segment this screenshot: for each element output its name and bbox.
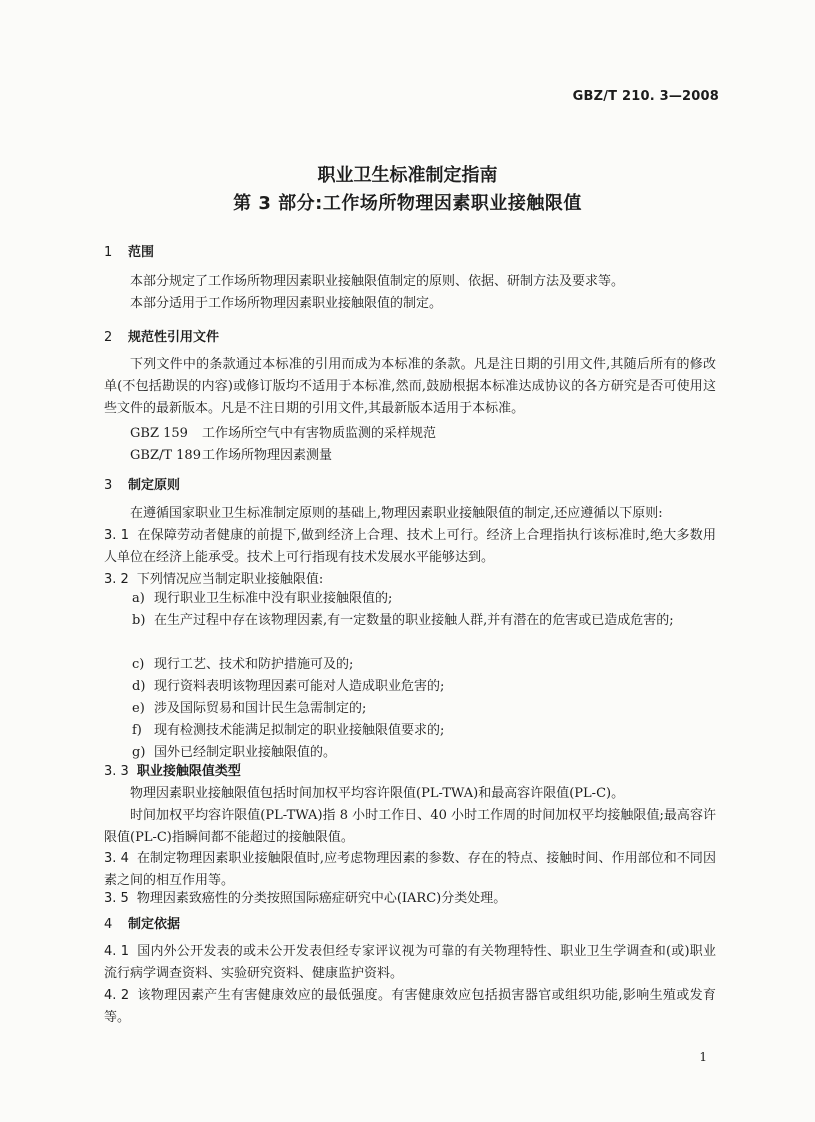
section-title: 制定原则 bbox=[128, 478, 181, 493]
section-number: 3 bbox=[104, 478, 113, 493]
standard-code: GBZ/T 210. 3—2008 bbox=[572, 89, 719, 104]
list-item bbox=[132, 698, 716, 720]
reference-code: GBZ 159 bbox=[130, 426, 188, 441]
clause-number: 4. 1 bbox=[104, 944, 130, 959]
section-1-para-2: 本部分适用于工作场所物理因素职业接触限值的制定。 bbox=[130, 296, 443, 311]
clause-3-3-para-1: 物理因素职业接触限值包括时间加权平均容许限值(PL-TWA)和最高容许限值(PL-C)。 bbox=[130, 786, 625, 801]
page-number: 1 bbox=[699, 1050, 707, 1064]
list-text: 涉及国际贸易和国计民生急需制定的; bbox=[154, 701, 367, 716]
reference-code: GBZ/T 189 bbox=[130, 448, 201, 463]
list-marker: g) bbox=[132, 745, 146, 760]
list-item bbox=[132, 610, 716, 632]
list-text: 现行工艺、技术和防护措施可及的; bbox=[154, 657, 354, 672]
title-part: 第 3 部分:工作场所物理因素职业接触限值 bbox=[233, 193, 582, 214]
reference-title: 工作场所物理因素测量 bbox=[202, 448, 333, 463]
clause-text: 国内外公开发表的或未公开发表但经专家评议视为可靠的有关物理特性、职业卫生学调查和(或)职业流行病学调查资料、实验研究资料、健康监护资料。 bbox=[104, 944, 716, 981]
section-1-heading bbox=[104, 241, 154, 260]
list-text: 现行职业卫生标准中没有职业接触限值的; bbox=[154, 591, 393, 606]
section-3-heading bbox=[104, 474, 180, 493]
clause-text: 在制定物理因素职业接触限值时,应考虑物理因素的参数、存在的特点、接触时间、作用部位和不同因素之间的相互作用等。 bbox=[104, 851, 716, 888]
reference-item bbox=[130, 422, 436, 441]
section-number: 1 bbox=[104, 245, 113, 260]
clause-3-3-para-2: 时间加权平均容许限值(PL-TWA)指 8 小时工作日、40 小时工作周的时间加权平均接触限值;最高容许限值(PL-C)指瞬间都不能超过的接触限值。 bbox=[104, 808, 716, 845]
section-1-para-1: 本部分规定了工作场所物理因素职业接触限值制定的原则、依据、研制方法及要求等。 bbox=[130, 274, 625, 289]
section-2-para-1: 下列文件中的条款通过本标准的引用而成为本标准的条款。凡是注日期的引用文件,其随后所有的修改单(不包括勘误的内容)或修订版均不适用于本标准,然而,鼓励根据本标准达成协议的各方研究是否可使用这些文件的最新版本。凡是不注日期的引用文件,其最新版本适用于本标准。 bbox=[104, 357, 716, 416]
list-marker: e) bbox=[132, 701, 145, 716]
clause-4-2 bbox=[104, 985, 716, 1029]
section-title: 规范性引用文件 bbox=[128, 330, 220, 345]
list-item bbox=[132, 588, 716, 610]
clause-number: 3. 2 bbox=[104, 572, 129, 587]
section-number: 4 bbox=[104, 917, 113, 932]
clause-number: 4. 2 bbox=[104, 988, 130, 1003]
list-item bbox=[132, 676, 716, 698]
clause-3-1 bbox=[104, 525, 716, 569]
section-number: 2 bbox=[104, 330, 113, 345]
clause-number: 3. 1 bbox=[104, 528, 130, 543]
clause-text: 下列情况应当制定职业接触限值: bbox=[136, 572, 324, 587]
reference-item bbox=[130, 444, 332, 463]
list-text: 国外已经制定职业接触限值的。 bbox=[154, 745, 337, 760]
clause-3-4 bbox=[104, 848, 716, 892]
reference-title: 工作场所空气中有害物质监测的采样规范 bbox=[202, 426, 437, 441]
list-item bbox=[132, 720, 716, 742]
list-item bbox=[132, 654, 716, 676]
list-marker: a) bbox=[132, 591, 145, 606]
clause-text: 物理因素致癌性的分类按照国际癌症研究中心(IARC)分类处理。 bbox=[136, 891, 507, 906]
clause-text: 在保障劳动者健康的前提下,做到经济上合理、技术上可行。经济上合理指执行该标准时,绝大多数用人单位在经济上能承受。技术上可行指现有技术发展水平能够达到。 bbox=[104, 528, 717, 565]
list-text: 现行资料表明该物理因素可能对人造成职业危害的; bbox=[154, 679, 445, 694]
clause-4-1 bbox=[104, 941, 716, 985]
section-4-heading bbox=[104, 913, 180, 932]
list-marker: c) bbox=[132, 657, 145, 672]
clause-3-5 bbox=[104, 888, 716, 910]
list-marker: d) bbox=[132, 679, 146, 694]
clause-3-3-heading bbox=[104, 761, 241, 783]
list-text: 现有检测技术能满足拟制定的职业接触限值要求的; bbox=[154, 723, 445, 738]
clause-text: 该物理因素产生有害健康效应的最低强度。有害健康效应包括损害器官或组织功能,影响生殖或发育等。 bbox=[104, 988, 716, 1025]
clause-title: 职业接触限值类型 bbox=[136, 764, 241, 779]
clause-number: 3. 5 bbox=[104, 891, 129, 906]
section-3-intro: 在遵循国家职业卫生标准制定原则的基础上,物理因素职业接触限值的制定,还应遵循以下原则: bbox=[130, 506, 663, 521]
list-text: 在生产过程中存在该物理因素,有一定数量的职业接触人群,并有潜在的危害或已造成危害的; bbox=[154, 613, 674, 628]
clause-number: 3. 4 bbox=[104, 851, 129, 866]
clause-number: 3. 3 bbox=[104, 764, 129, 779]
title-main: 职业卫生标准制定指南 bbox=[317, 165, 498, 186]
section-title: 范围 bbox=[128, 245, 155, 260]
list-marker: f) bbox=[132, 723, 142, 738]
section-title: 制定依据 bbox=[128, 917, 181, 932]
list-marker: b) bbox=[132, 613, 146, 628]
section-2-heading bbox=[104, 326, 219, 345]
